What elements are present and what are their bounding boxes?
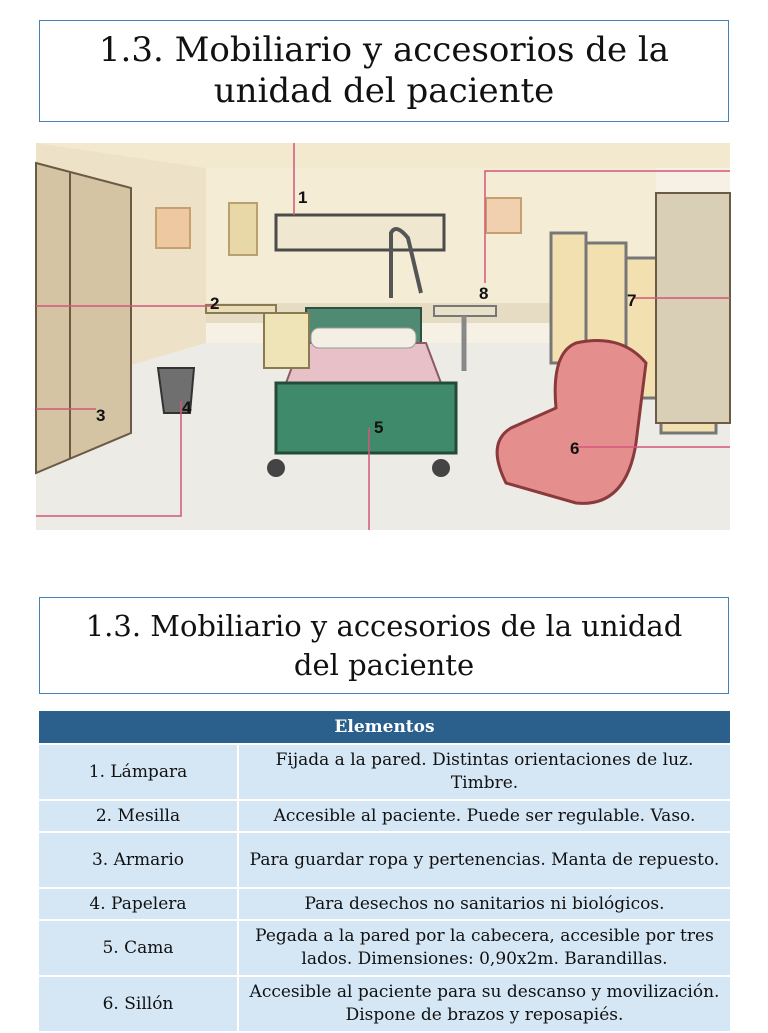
lamp <box>276 215 444 250</box>
table-row <box>39 888 730 920</box>
element-description: Para desechos no sanitarios ni biológicos. <box>238 888 730 920</box>
nightstand <box>264 313 309 368</box>
element-description: Para guardar ropa y pertenencias. Manta de repuesto. <box>238 832 730 888</box>
element-description: Pegada a la pared por la cabecera, accesible por tres lados. Dimensiones: 0,90x2m. Barandillas. <box>238 920 730 976</box>
element-description: Accesible al paciente. Puede ser regulable. Vaso. <box>238 800 730 832</box>
label-8: 8 <box>479 284 489 303</box>
element-name: 5. Cama <box>39 920 238 976</box>
table-header-row <box>39 711 730 744</box>
table-row <box>39 832 730 888</box>
element-name: 6. Sillón <box>39 976 238 1032</box>
element-name: 4. Papelera <box>39 888 238 920</box>
wall-picture <box>156 208 190 248</box>
label-5: 5 <box>374 418 384 437</box>
label-6: 6 <box>570 439 580 458</box>
label-4: 4 <box>182 398 192 417</box>
table-header: Elementos <box>39 711 730 744</box>
page-title <box>39 20 729 122</box>
label-3: 3 <box>96 406 106 425</box>
hospital-room-illustration <box>36 143 730 530</box>
element-name: 3. Armario <box>39 832 238 888</box>
element-name: 1. Lámpara <box>39 744 238 800</box>
bed-wheel <box>267 459 285 477</box>
element-description: Accesible al paciente para su descanso y movilización. Dispone de brazos y reposapiés. <box>238 976 730 1032</box>
door <box>656 193 730 423</box>
label-2: 2 <box>210 294 220 313</box>
wardrobe <box>36 163 131 473</box>
wall-picture <box>229 203 257 255</box>
bed-footboard <box>276 383 456 453</box>
elements-table <box>39 711 730 1033</box>
element-name: 2. Mesilla <box>39 800 238 832</box>
table-row <box>39 744 730 800</box>
bed-wheel <box>432 459 450 477</box>
label-1: 1 <box>298 188 308 207</box>
table-row <box>39 920 730 976</box>
element-description: Fijada a la pared. Distintas orientaciones de luz. Timbre. <box>238 744 730 800</box>
overbed-table <box>434 306 496 316</box>
room-drawing <box>36 143 730 530</box>
bed-pillow <box>311 328 416 348</box>
label-7: 7 <box>627 291 637 310</box>
page-title-text: 1.3. Mobiliario y accesorios de la unidad del paciente <box>98 30 670 111</box>
wall-picture <box>486 198 521 233</box>
table-row <box>39 800 730 832</box>
section-title <box>39 597 729 694</box>
section-title-text: 1.3. Mobiliario y accesorios de la unidad del paciente <box>85 608 683 682</box>
